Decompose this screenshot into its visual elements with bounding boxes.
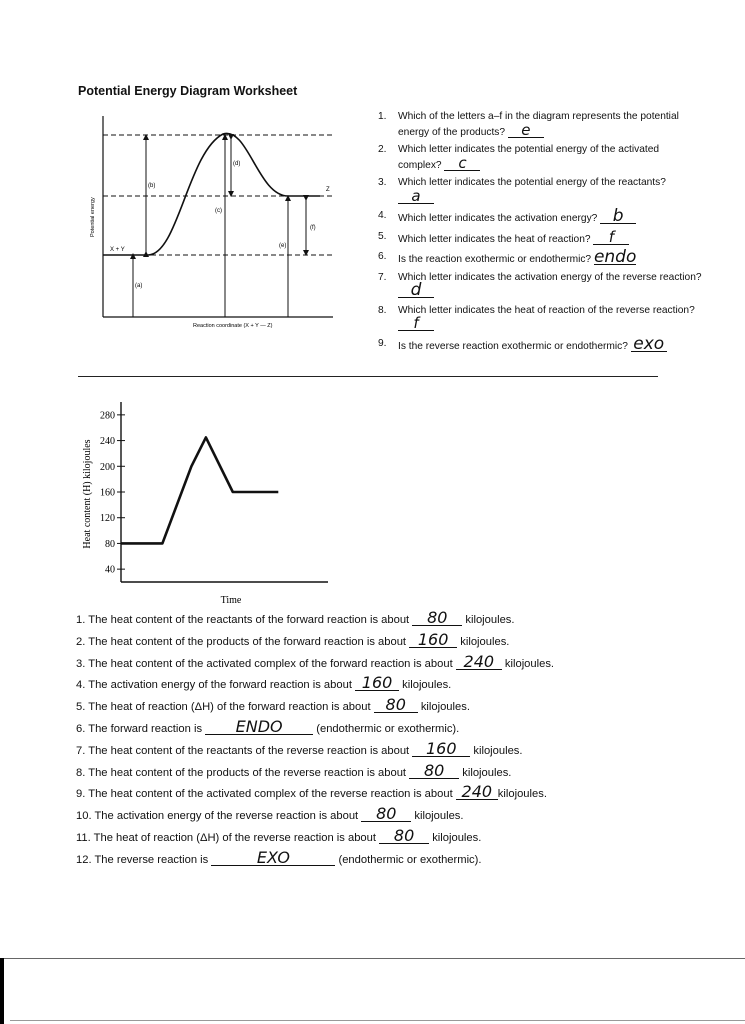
potential-energy-diagram <box>88 112 348 334</box>
bottom-answer-7[interactable]: 160 <box>412 742 470 757</box>
chart-series-line <box>121 437 278 543</box>
answer-9[interactable]: exo <box>631 338 667 352</box>
footer-rule <box>0 958 745 959</box>
answer-2[interactable]: c <box>444 157 480 171</box>
chart-y-label: Heat content (H) kilojoules <box>82 439 93 549</box>
question-7: 7. Which letter indicates the activation energy of the reverse reaction? d <box>378 271 702 300</box>
answer-5[interactable]: f <box>593 231 629 245</box>
question-9: 9. Is the reverse reaction exothermic or endothermic? exo <box>372 338 702 354</box>
bottom-question-12: 12. The reverse reaction is EXO (endothermic or exothermic). <box>76 847 482 867</box>
bottom-answer-8[interactable]: 80 <box>409 764 459 779</box>
footer-rule-bottom <box>10 1020 745 1021</box>
question-5: 5. Which letter indicates the heat of reaction? f <box>372 231 702 247</box>
diagram-x-label: Reaction coordinate (X + Y — Z) <box>193 323 273 329</box>
bottom-answer-4[interactable]: 160 <box>355 676 399 691</box>
bottom-answer-11[interactable]: 80 <box>379 829 429 844</box>
question-2: 2. Which letter indicates the potential energy of the activated complex? c <box>378 144 660 172</box>
marker-a: (a) <box>135 283 143 289</box>
bottom-answer-2[interactable]: 160 <box>409 633 457 648</box>
bottom-question-1: 1. The heat content of the reactants of the forward reaction is about 80 kilojoules. <box>76 608 515 627</box>
answer-8[interactable]: f <box>398 317 434 331</box>
bottom-question-7: 7. The heat content of the reactants of the reverse reaction is about 160 kilojoules. <box>76 738 523 758</box>
bottom-answer-9[interactable]: 240 <box>456 785 498 800</box>
bottom-question-10: 10. The activation energy of the reverse reaction is about 80 kilojoules. <box>76 804 464 824</box>
bottom-answer-3[interactable]: 240 <box>456 655 502 670</box>
y-tick-label-280: 280 <box>100 410 115 422</box>
question-3: 3. Which letter indicates the potential energy of the reactants? a <box>378 177 666 205</box>
bottom-question-4: 4. The activation energy of the forward reaction is about 160 kilojoules. <box>76 673 452 693</box>
heat-content-chart <box>78 396 338 606</box>
chart-questions <box>76 608 736 873</box>
bottom-question-6: 6. The forward reaction is ENDO (endothermic or exothermic). <box>76 716 460 736</box>
bottom-question-2: 2. The heat content of the products of the forward reaction is about 160 kilojoules. <box>76 629 510 649</box>
diagram-questions <box>372 111 702 358</box>
bottom-answer-1[interactable]: 80 <box>412 611 462 626</box>
question-1: 1. Which of the letters a–f in the diagram represents the potential energy of the products? e <box>378 111 679 139</box>
bottom-question-9: 9. The heat content of the activated complex of the reverse reaction is about 240 kilojoules. <box>76 782 547 802</box>
bottom-question-8: 8. The heat content of the products of the reverse reaction is about 80 kilojoules. <box>76 760 512 780</box>
question-4: 4. Which letter indicates the activation energy? b <box>372 210 702 226</box>
answer-7[interactable]: d <box>398 284 434 298</box>
y-tick-label-240: 240 <box>100 436 115 448</box>
diagram-y-label: Potential energy <box>90 197 96 237</box>
answer-3[interactable]: a <box>398 190 434 204</box>
product-label: Z <box>326 187 330 193</box>
bottom-answer-10[interactable]: 80 <box>361 807 411 822</box>
scan-edge-bar <box>0 958 4 1024</box>
y-tick-label-160: 160 <box>100 487 115 499</box>
answer-1[interactable]: e <box>508 124 544 138</box>
bottom-question-3: 3. The heat content of the activated complex of the forward reaction is about 240 kilojoules. <box>76 651 555 671</box>
energy-curve <box>103 133 320 255</box>
marker-b: (b) <box>148 183 156 189</box>
y-tick-label-120: 120 <box>100 513 115 525</box>
bottom-answer-6[interactable]: ENDO <box>205 720 313 735</box>
marker-d: (d) <box>233 161 241 167</box>
marker-e: (e) <box>279 243 287 249</box>
section-divider <box>78 376 658 377</box>
answer-6[interactable]: endo <box>593 247 637 267</box>
reactants-label: X + Y <box>110 247 125 253</box>
answer-4[interactable]: b <box>600 210 636 224</box>
question-8: 8. Which letter indicates the heat of reaction of the reverse reaction? f <box>378 304 695 332</box>
bottom-question-5: 5. The heat of reaction (ΔH) of the forward reaction is about 80 kilojoules. <box>76 695 470 715</box>
bottom-answer-12[interactable]: EXO <box>211 851 335 866</box>
bottom-answer-5[interactable]: 80 <box>374 698 418 713</box>
y-tick-label-200: 200 <box>100 461 115 473</box>
y-tick-label-80: 80 <box>105 538 115 550</box>
question-6: 6. Is the reaction exothermic or endothermic? endo <box>378 247 637 267</box>
chart-x-label: Time <box>220 595 242 606</box>
bottom-question-11: 11. The heat of reaction (ΔH) of the reverse reaction is about 80 kilojoules. <box>76 825 482 845</box>
page-title: Potential Energy Diagram Worksheet <box>78 84 298 98</box>
marker-c: (c) <box>215 208 222 214</box>
marker-f: (f) <box>310 225 316 231</box>
y-tick-label-40: 40 <box>105 564 115 576</box>
